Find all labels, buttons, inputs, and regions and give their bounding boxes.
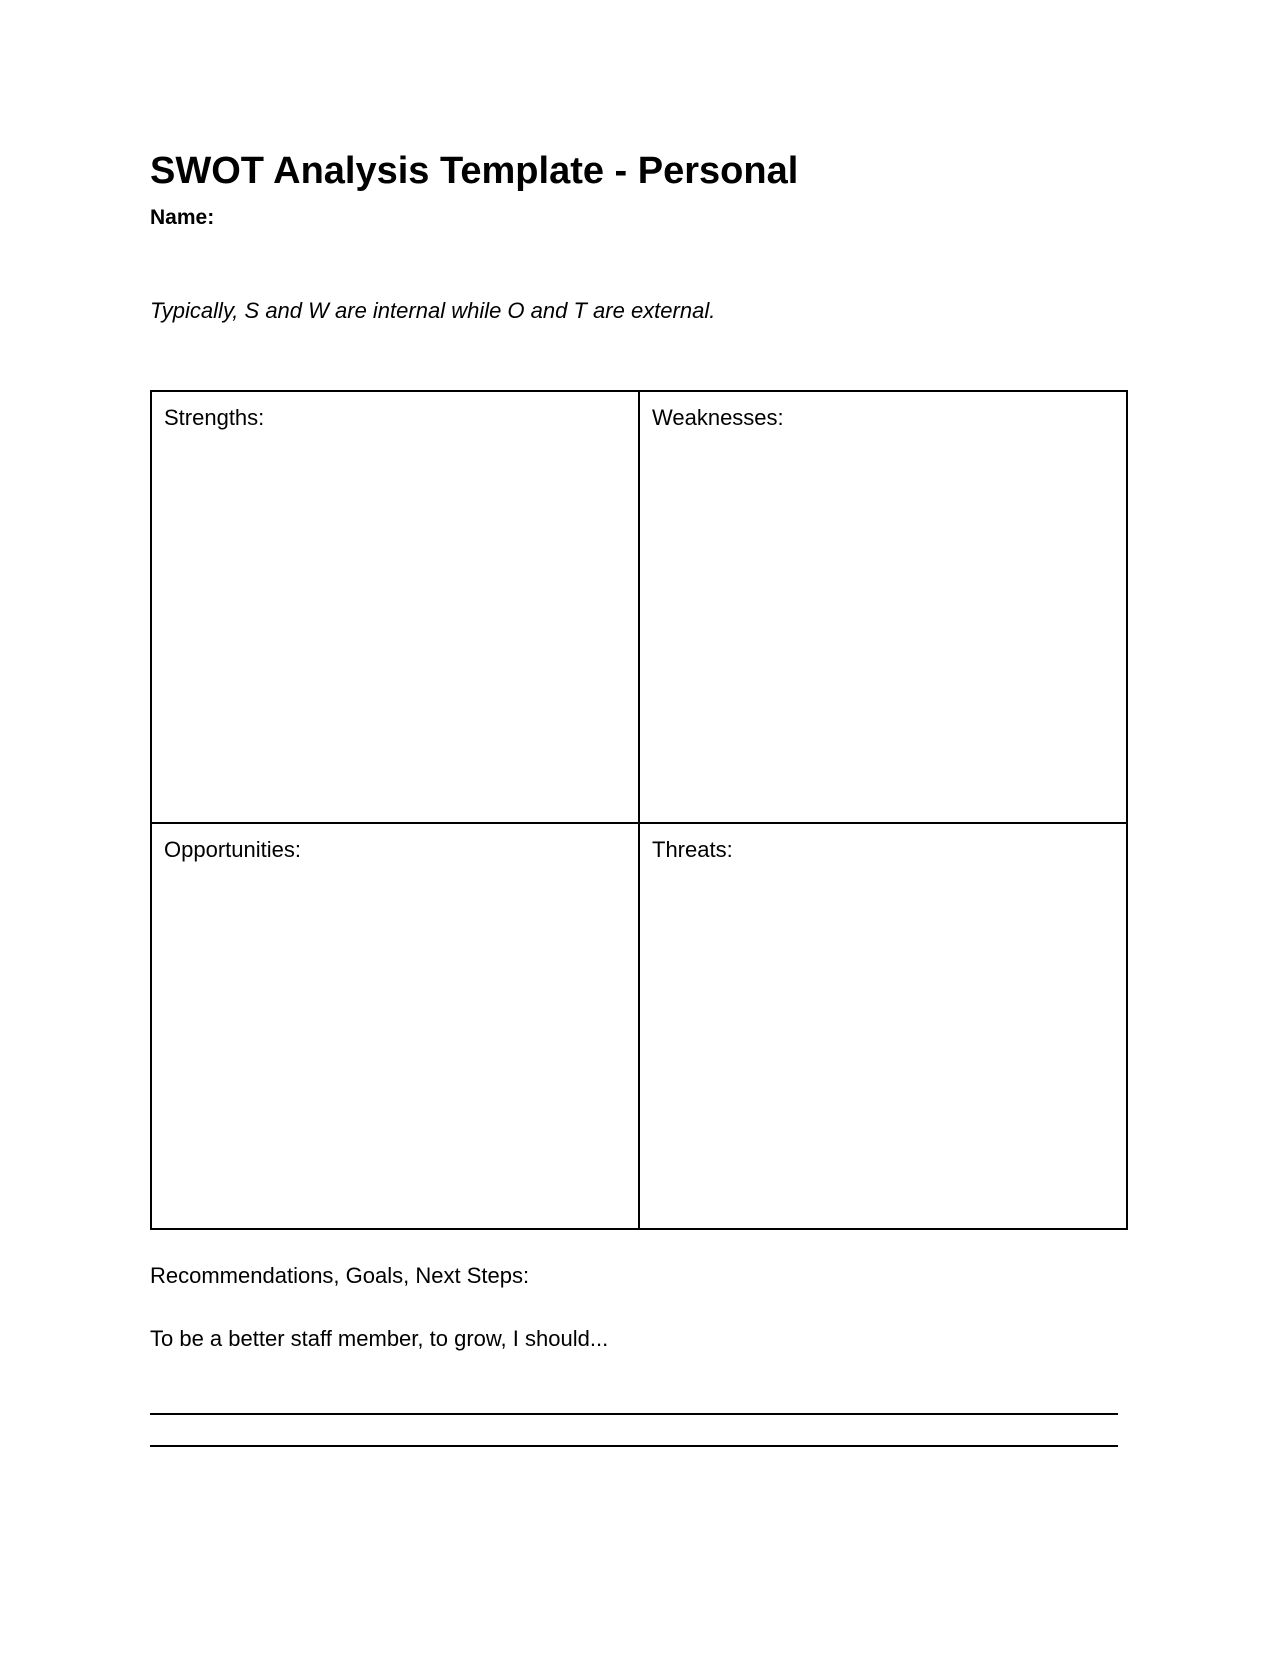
growth-prompt: To be a better staff member, to grow, I should... — [150, 1326, 609, 1351]
weaknesses-cell[interactable] — [640, 392, 1126, 824]
weaknesses-label: Weaknesses: — [652, 405, 784, 430]
opportunities-label: Opportunities: — [164, 837, 301, 862]
intro-note: Typically, S and W are internal while O and T are external. — [150, 298, 716, 323]
recommendations-heading: Recommendations, Goals, Next Steps: — [150, 1263, 530, 1288]
answer-line-2[interactable] — [150, 1445, 1118, 1447]
swot-grid — [150, 390, 1128, 1230]
page-title: SWOT Analysis Template - Personal — [150, 150, 799, 192]
name-label: Name: — [150, 206, 215, 229]
strengths-label: Strengths: — [164, 405, 265, 430]
strengths-cell[interactable] — [152, 392, 640, 824]
answer-line-1[interactable] — [150, 1413, 1118, 1415]
opportunities-cell[interactable] — [152, 824, 640, 1228]
threats-label: Threats: — [652, 837, 733, 862]
threats-cell[interactable] — [640, 824, 1126, 1228]
